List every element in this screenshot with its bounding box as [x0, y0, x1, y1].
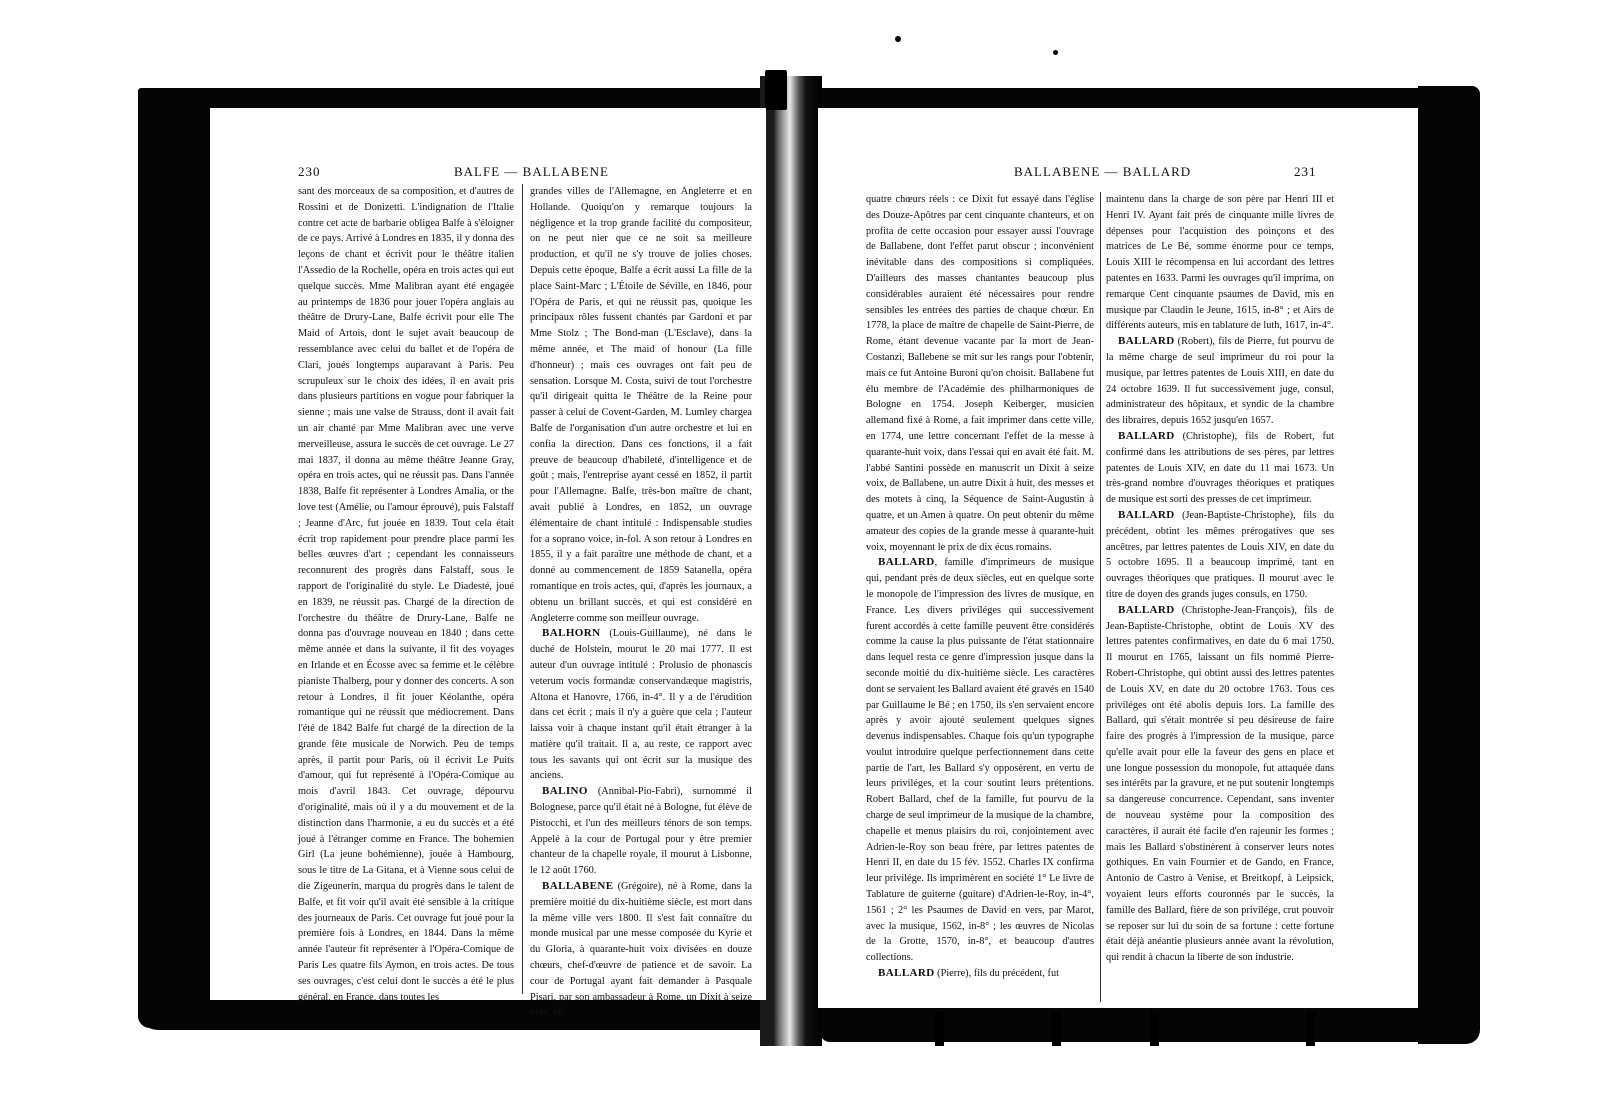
dictionary-entry	[866, 966, 1094, 982]
entry-text: (Grégoire), né à Rome, dans la première moitié du dix-huitième siècle, est mort dans la même ville vers 1800. Il s'est fait connaître du monde musical par une messe composée du Kyrie et du Gloria, à quarante-huit voix divisées en douze chœurs, chef-d'œuvre de patience et de savoir. La cour de Portugal ayant fait demander à Pasquale Pisari, par son ambassadeur à Rome, un Dixit à seize voix, en	[530, 881, 752, 1019]
left-page-column-1	[298, 184, 514, 1003]
scan-speck	[895, 36, 901, 42]
entry-headword: BALLARD	[878, 556, 935, 569]
left-page-column-2	[530, 184, 752, 1019]
paragraph: quatre chœurs réels : ce Dixit fut essayé dans l'église des Douze-Apôtres par cent cinquante chanteurs, et on profita de cette occasion pour essayer aussi l'ouvrage de Ballabene, dont l'effet parut obscur ; inconvénient inévitable dans des compositions si compliquées. D'ailleurs des masses chantantes beaucoup plus considérables auraient été nécessaires pour rendre sensibles les entrées des parties de chaque chœur. En 1778, la place de maître de chapelle de Saint-Pierre, de Rome, étant devenue vacante par la mort de Jean-Costanzi, Ballebene se mit sur les rangs pour l'obtenir, mais ce fut Antoine Buroni qu'on choisit. Ballabene fut élu membre de l'Académie des philharmoniques de Bologne en 1754. Joseph Keiberger, musicien allemand fixé à Rome, a fait imprimer dans cette ville, en 1774, une lettre concernant l'effet de la messe à quarante-huit voix, dans l'essai qui en avait été fait. M. l'abbé Santini possède en manuscrit un Dixit à seize voix, de Ballabene, un autre Dixit à huit, des messes et des motets à cinq, la Séquence de Saint-Augustin à quatre, et un Amen à quatre. On peut obtenir du même amateur des copies de la grande messe à quarante-huit voix, moyennant le prix de dix écus romains.	[866, 194, 1094, 553]
entry-headword: BALHORN	[542, 627, 601, 640]
paragraph: maintenu dans la charge de son père par Henri III et Henri IV. Ayant fait prés de cinquante mille livres de dépenses pour l'acquistion des poinçons et des matrices de Le Bé, somme énorme pour ce temps, Louis XIII le récompensa en lui accordant des lettres patentes en 1633. Parmi les ouvrages qu'il imprima, on remarque Cent cinquante psaumes de David, mis en musique par Claudin le Jeune, 1615, in-8° ; et Airs de différents auteurs, mis en tablature de luth, 1617, in-4°.	[1106, 194, 1334, 332]
dictionary-entry	[530, 879, 752, 1021]
scan-speck	[1053, 50, 1058, 55]
entry-text: (Robert), fils de Pierre, fut pourvu de la même charge de seul imprimeur du roi pour la musique, par lettres patentes de Louis XIII, en date du 24 octobre 1639. Il fut successivement juge, consul, administrateur des hôpitaux, et syndic de la chambre des libraires, depuis 1652 jusqu'en 1657.	[1106, 336, 1334, 427]
entry-headword: BALLARD	[1118, 508, 1175, 521]
entry-text: (Jean-Baptiste-Christophe), fils du précédent, obtint les mêmes prérogatives que ses ancêtres, par lettres patentes de Louis XIV, en date du 5 octobre 1695. Il a beaucoup imprimé, tant en ouvrages théoriques que pratiques. Il mourut avec le titre de doyen des grands juges consuls, en 1750.	[1106, 509, 1334, 600]
paragraph: grandes villes de l'Allemagne, en Angleterre et en Hollande. Quoiqu'on y remarque toujours la négligence et la trop grande facilité du compositeur, on ne peut nier que ce ne soit sa meilleure production, et qu'il ne s'y trouve de jolies choses. Depuis cette époque, Balfe a écrit aussi La fille de la place Saint-Marc ; L'Étoile de Séville, en 1846, pour l'Opéra de Paris, et qui ne réussit pas, quoique les principaux rôles fussent chantés par Gardoni et par Mme Stolz ; The Bond-man (L'Esclave), dans la même année, et The maid of honour (La fille d'honneur) ; mais ces ouvrages ont fait peu de sensation. Lorsque M. Costa, suivi de tout l'orchestre qu'il dirigeait quitta le Théâtre de la Reine pour passer à celui de Covent-Garden, M. Lumley chargea Balfe de l'organisation d'un autre orchestre et lui en confia la direction. Dans ces fonctions, il a fait preuve de beaucoup d'habileté, d'intelligence et de goût ; mais, l'entreprise ayant cessé en 1852, il partit pour l'Allemagne. Balfe, très-bon maître de chant, avait publié à Londres, en 1852, un ouvrage élémentaire de chant intitulé : Indispensable studies for a soprano voice, in-fol. A son retour à Londres en 1855, il y a fait paraître une méthode de chant, et a donné au commencement de 1859 Satanella, opéra romantique en trois actes, qui, d'après les journaux, a obtenu un brillant succès, et qui est considéré en Angleterre comme son meilleur ouvrage.	[530, 186, 752, 624]
entry-text: , famille d'imprimeurs de musique qui, pendant près de deux siècles, eut en quelque sorte le monopole de l'impression des livres de musique, en France. Les divers priviléges qui successivement furent accordés à cette famille peuvent être considérés comme la cause la plus puissante de l'état stationnaire dans lequel resta ce genre d'impression jusque dans la seconde moitié du dix-huitième siècle. Les caractères dont se servaient les Ballard avaient été gravés en 1540 par Guillaume le Bé ; en 1750, ils s'en servaient encore après y avoir ajouté seulement quelques signes devenus indispensables. Chaque fois qu'un typographe voulut introduire quelque perfectionnement dans cette partie de l'art, les Ballard s'y opposèrent, en vertu de leurs priviléges, et la cour soutint leurs prétentions. Robert Ballard, chef de la famille, fut pourvu de la charge de seul imprimeur de la musique de la chambre, chapelle et menus plaisirs du roi, conjointement avec Adrien-le-Roy son beau frère, par lettres patentes de Henri II, en date du 15 fév. 1552. Charles IX confirma leur privilége. Ils imprimèrent en société 1° Le livre de Tablature de guiterne (guitare) d'Adrien-le-Roy, in-4°, 1561 ; 2° les Psaumes de David en vers, par Marot, avec la musique, 1562, in-8° ; les œuvres de Nicolas de la Grotte, 1570, in-8°, et beaucoup d'autres collections.	[866, 557, 1094, 964]
scan-mark	[1306, 1012, 1315, 1046]
dictionary-entry	[1106, 429, 1334, 508]
dictionary-entry	[1106, 334, 1334, 429]
right-page	[818, 108, 1418, 1008]
right-page-column-2	[1106, 192, 1334, 1002]
book-edge-right	[1418, 86, 1480, 1044]
entry-headword: BALLARD	[1118, 429, 1175, 442]
entry-text: (Louis-Guillaume), né dans le duché de Holstein, mourut le 20 mai 1777. Il est auteur d'un ouvrage intitulé : Prolusio de phonascis veterum vocis formandæ conservandæque magistris, Altona et Hanovre, 1766, in-4°. Il y a de l'érudition dans cet écrit ; mais il n'y a guère que cela ; l'auteur laissa voir à chaque instant qu'il était étranger à la matière qu'il traitait. Il a, au reste, ce rapport avec tous les savants qui ont écrit sur la musique des anciens.	[530, 628, 752, 782]
right-running-head: BALLABENE — BALLARD	[1014, 164, 1192, 179]
column-rule	[1100, 192, 1101, 1002]
dictionary-entry	[530, 784, 752, 879]
right-page-number: 231	[1294, 164, 1317, 179]
left-page-number: 230	[298, 164, 321, 179]
entry-headword: BALINO	[542, 785, 588, 798]
dictionary-entry	[1106, 603, 1334, 966]
left-page	[210, 108, 766, 1019]
entry-text: (Annibal-Pio-Fabri), surnommé il Bolognese, parce qu'il était né à Bologne, fut élève de Pistocchi, et l'un des meilleurs ténors de son temps. Appelé à la cour de Portugal pour y être premier chanteur de la chapelle royale, il mourut à Lisbonne, le 12 août 1760.	[530, 786, 752, 877]
spine-tab	[765, 70, 787, 110]
scan-mark	[1150, 1012, 1159, 1046]
book-edge-left	[138, 88, 210, 1028]
scan-mark	[935, 1012, 944, 1046]
entry-headword: BALLARD	[1118, 335, 1175, 348]
dictionary-entry	[866, 555, 1094, 966]
paragraph: sant des morceaux de sa composition, et d'autres de Rossini et de Donizetti. L'indignation de l'Italie contre cet acte de barbarie obligea Balfe à s'éloigner de ce pays. Arrivé à Londres en 1835, il y donna des leçons de chant et écrivit pour le théâtre italien l'Assedio de la Rochelle, opéra en trois actes qui eut quelque succès. Mme Malibran ayant été engagée au printemps de 1836 pour jouer l'opéra anglais au théâtre de Drury-Lane, Balfe écrivit pour elle The Maid of Artois, dont le sujet avait beaucoup de ressemblance avec celui du ballet et de l'opéra de Clari, joués longtemps auparavant à Paris. Peu scrupuleux sur le choix des idées, il en avait pris dans plusieurs partitions en vogue pour fabriquer la sienne ; mais une valse de Strauss, dont il avait fait un air chanté par Mme Malibran avec une verve merveilleuse, assura le succès de cet ouvrage. Le 27 mai 1837, il donna au même théâtre Jeanne Gray, opéra en trois actes, qui ne réussit pas. Dans l'année 1838, Balfe fit représenter à Londres Amalia, or the love test (Amélie, ou l'amour éprouvé), puis Falstaff ; Jeanne d'Arc, fut jouée en 1839. Tout cela était écrit trop rapidement pour prendre place parmi les belles œuvres d'art ; cependant les connaisseurs reconnurent des progrès dans Falstaff, sous le rapport de l'originalité du style. Le Diadesté, joué en 1839, ne réussit pas. Chargé de la direction de l'orchestre du théâtre de Drury-Lane, Balfe ne donna pas d'ouvrage nouveau en 1840 ; dans cette même année et dans la suivante, il fit des voyages en Irlande et en Écosse avec sa femme et le célèbre pianiste Thalberg, pour y donner des concerts. A son retour à Londres, il fit jouer Kéolanthe, opéra romantique qui ne réussit que médiocrement. Dans l'été de 1842 Balfe fut chargé de la direction de la grande fête musicale de Norwich. Peu de temps après, il partit pour Paris, où il écrivit Le Puits d'amour, qui fut représenté à l'Opéra-Comique au mois d'avril 1843. Cet ouvrage, dépourvu d'originalité, mais où il y a du mouvement et de la distinction dans l'harmonie, a eu du succès et a été joué à l'étranger comme en France. The bohemien Girl (La jeune bohémienne), jouée à Hambourg, sous le titre de La Gitana, et à Vienne sous celui de die Zigeunerin, marqua du progrès dans le talent de Balfe, et fit voir qu'il avait été sensible à la critique des journeaux de Paris. Cet ouvrage fut joué pour la première fois à Londres, en 1844. Dans la même année l'auteur fit représenter à l'Opéra-Comique de Paris Les quatre fils Aymon, en trois actes. De tous ses ouvrages, c'est celui dont le succès a été le plus général, en France, dans toutes les	[298, 186, 514, 1003]
entry-headword: BALLARD	[878, 967, 935, 980]
column-rule	[522, 184, 523, 994]
entry-text: (Christophe-Jean-François), fils de Jean-Baptiste-Christophe, obtint de Louis XV des lettres patentes confirmatives, en date du 6 mai 1750. Il mourut en 1765, laissant un fils nommé Pierre-Robert-Christophe, qui obtint aussi des lettres patentes de Louis XV, en date du 20 octobre 1763. Tous ces priviléges ont été abolis depuis lors. La famille des Ballard, qui s'était montrée si peu désireuse de faire faire des progrès à l'impression de la musique, parce qu'elle avait pour elle la faveur des gens en place et une longue possession du monopole, fut attaquée dans ses intérêts par la gravure, et ne put soutenir longtemps sa dangereuse concurrence. Cependant, sans inventer de nouveau système pour la composition des caractères, il aurait été facile d'en rajeunir les formes ; mais les Ballard s'obstinèrent à conserver leurs notes gothiques. En vain Fournier et de Gando, en France, Antonio de Castro à Venise, et Breitkopf, à Leipsick, voyaient leurs efforts couronnés par le succès, la famille des Ballard, fière de son privilége, crut pouvoir se reposer sur lui du soin de sa fortune : cette fortune était déjà anéantie plusieurs année avant la révolution, qui rendit à chacun la liberte de son industrie.	[1106, 604, 1334, 964]
entry-text: (Christophe), fils de Robert, fut confirmé dans les attributions de ses pères, par lettres patentes de Louis XIV, en date du 11 mai 1673. Un très-grand nombre d'ouvrages théoriques et pratiques de musique est sorti des presses de cet imprimeur.	[1106, 430, 1334, 506]
entry-headword: BALLARD	[1118, 603, 1175, 616]
entry-text: (Pierre), fils du précédent, fut	[934, 968, 1059, 980]
book-spine	[760, 76, 822, 1046]
right-page-column-1	[866, 192, 1094, 1002]
scan-mark	[1052, 1012, 1061, 1046]
left-running-head: BALFE — BALLABENE	[454, 164, 609, 179]
dictionary-entry	[530, 626, 752, 784]
dictionary-entry	[1106, 508, 1334, 603]
entry-headword: BALLABENE	[542, 880, 614, 893]
